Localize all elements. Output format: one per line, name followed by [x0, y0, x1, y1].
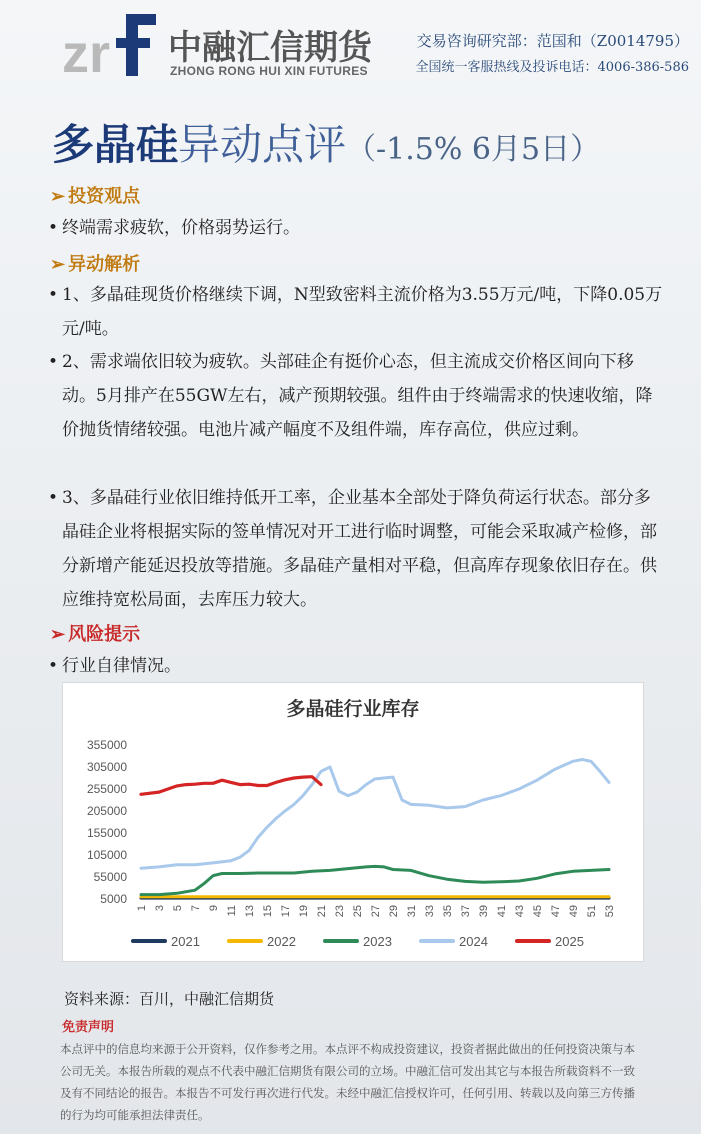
x-tick-label: 19	[298, 905, 310, 918]
legend-label-2022: 2022	[267, 934, 296, 949]
hotline-contact: 全国统一客服热线及投诉电话：4006-386-586	[415, 60, 689, 75]
analysis-item-1-text: 1、多晶硅现货价格继续下调，N型致密料主流价格为3.55万元/吨，下降0.05万元/吨。	[62, 285, 663, 339]
analysis-item-3-text: 3、多晶硅行业依旧维持低开工率，企业基本全部处于降负荷运行状态。部分多晶硅企业将根据实际的签单情况对开工进行临时调整，可能会采取减产检修，部分新增产能延迟投放等措施。多晶硅产量相对平稳，但高库存现象依旧存在。供应维持宽松局面，去库压力较大。	[62, 488, 657, 610]
bullet-dot-icon: •	[48, 656, 59, 676]
series-line-2023	[141, 866, 609, 894]
risk-item	[48, 649, 666, 683]
disclaimer-text: 本点评中的信息均来源于公开资料，仅作参考之用。本点评不构成投资建议，投资者据此做出的任何投资决策与本公司无关。本报告所载的观点不代表中融汇信期货有限公司的立场。中融汇信可发出其它与本报告所载资料不一致及有不同结论的报告。本报告不可发行再次进行代发。未经中融汇信授权许可，任何引用、转载以及向第三方传播的行为均可能承担法律责任。	[60, 1042, 635, 1122]
y-tick-label: 105000	[86, 848, 127, 862]
company-name-cn: 中融汇信期货	[168, 28, 372, 68]
view-item-text: 终端需求疲软，价格弱势运行。	[62, 218, 300, 238]
section-heading-analysis-label: 异动解析	[68, 254, 141, 275]
section-heading-view-label: 投资观点	[68, 186, 141, 207]
analyst-contact: 交易咨询研究部：范国和（Z0014795）	[416, 32, 689, 50]
analysis-item-3	[48, 481, 666, 617]
x-tick-label: 29	[388, 905, 400, 918]
x-tick-label: 39	[478, 905, 490, 918]
x-tick-label: 5	[172, 905, 184, 912]
analysis-item-2	[48, 345, 666, 447]
section-heading-analysis	[50, 250, 140, 276]
y-tick-label: 205000	[86, 804, 127, 818]
x-tick-label: 43	[514, 905, 526, 918]
risk-item-text: 行业自律情况。	[62, 656, 181, 676]
y-tick-label: 55000	[93, 870, 127, 884]
x-tick-label: 9	[208, 905, 220, 912]
view-item	[48, 211, 666, 245]
arrow-icon: ➢	[50, 186, 66, 207]
legend-label-2021: 2021	[171, 934, 200, 949]
x-tick-label: 37	[460, 905, 472, 918]
series-line-2025	[141, 777, 321, 795]
x-tick-label: 47	[550, 905, 562, 918]
x-tick-label: 53	[604, 905, 616, 918]
company-logo	[60, 10, 160, 82]
x-tick-label: 35	[442, 905, 454, 918]
page-title	[52, 112, 600, 172]
section-heading-risk	[50, 620, 140, 646]
x-tick-label: 51	[586, 905, 598, 918]
title-change-date: （-1.5% 6月5日）	[346, 132, 601, 167]
arrow-icon: ➢	[50, 254, 66, 275]
bullet-dot-icon: •	[48, 218, 59, 238]
x-tick-label: 49	[568, 905, 580, 918]
analysis-item-2-text: 2、需求端依旧较为疲软。头部硅企有挺价心态，但主流成交价格区间向下移动。5月排产在55GW左右，减产预期较强。组件由于终端需求的快速收缩，降价抛货情绪较强。电池片减产幅度不及组件端，库存高位，供应过剩。	[62, 352, 653, 440]
chart-title: 多晶硅行业库存	[286, 698, 420, 720]
legend-label-2024: 2024	[459, 934, 488, 949]
bullet-dot-icon: •	[48, 352, 59, 372]
bullet-dot-icon: •	[48, 488, 59, 508]
y-tick-label: 155000	[86, 826, 127, 840]
title-topic: 异动点评	[178, 120, 347, 169]
inventory-chart-svg	[63, 683, 643, 961]
x-tick-label: 15	[262, 905, 274, 918]
x-tick-label: 41	[496, 905, 508, 918]
inventory-chart	[62, 682, 644, 962]
svg-text:zr: zr	[62, 24, 111, 82]
x-tick-label: 45	[532, 905, 544, 918]
x-tick-label: 21	[316, 905, 328, 918]
title-product: 多晶硅	[52, 120, 179, 169]
series-line-2024	[141, 760, 609, 869]
source-note: 资料来源：百川，中融汇信期货	[64, 990, 275, 1008]
x-tick-label: 13	[244, 905, 256, 918]
bullet-dot-icon: •	[48, 285, 59, 305]
company-name-en: ZHONG RONG HUI XIN FUTURES	[170, 64, 368, 78]
x-tick-label: 1	[136, 905, 148, 912]
x-tick-label: 11	[226, 905, 238, 917]
header	[0, 0, 701, 100]
legend-label-2023: 2023	[363, 934, 392, 949]
y-tick-label: 255000	[86, 782, 127, 796]
x-tick-label: 17	[280, 905, 292, 918]
y-tick-label: 355000	[86, 738, 127, 752]
analysis-item-1	[48, 278, 666, 346]
section-heading-risk-label: 风险提示	[68, 624, 141, 645]
legend-label-2025: 2025	[555, 934, 584, 949]
x-tick-label: 23	[334, 905, 346, 918]
y-tick-label: 5000	[100, 892, 127, 906]
disclaimer-heading: 免责声明	[62, 1020, 115, 1035]
x-tick-label: 31	[406, 905, 418, 918]
x-tick-label: 33	[424, 905, 436, 918]
section-heading-view	[50, 182, 140, 208]
y-tick-label: 305000	[86, 760, 127, 774]
x-tick-label: 25	[352, 905, 364, 918]
arrow-icon: ➢	[50, 624, 66, 645]
x-tick-label: 3	[154, 905, 166, 912]
x-tick-label: 27	[370, 905, 382, 918]
x-tick-label: 7	[190, 905, 202, 912]
